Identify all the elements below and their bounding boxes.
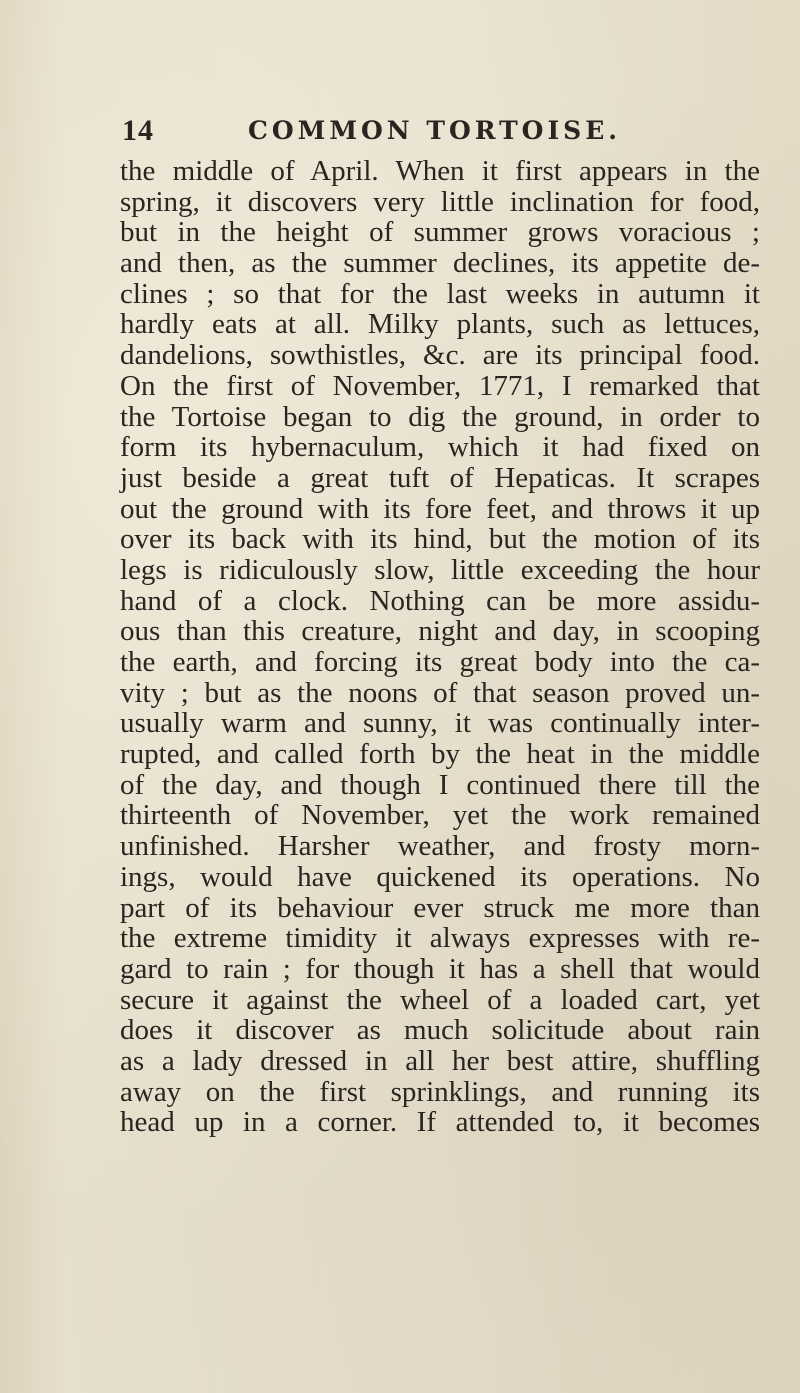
text-line: spring, it discovers very little inclination for food, — [120, 185, 760, 218]
text-line: away on the first sprinklings, and running its — [120, 1075, 760, 1108]
text-line: clines ; so that for the last weeks in autumn it — [120, 277, 760, 310]
text-line: dandelions, sowthistles, &c. are its principal food. — [120, 339, 760, 372]
text-line: form its hybernaculum, which it had fixed on — [120, 431, 760, 464]
body-text — [120, 156, 760, 1138]
text-line: of the day, and though I continued there till the — [120, 768, 760, 801]
text-line: unfinished. Harsher weather, and frosty morn- — [120, 830, 760, 863]
page-number: 14 — [122, 114, 154, 147]
text-line: the Tortoise began to dig the ground, in order to — [120, 400, 760, 433]
text-line: hardly eats at all. Milky plants, such as lettuces, — [120, 308, 760, 341]
text-line: secure it against the wheel of a loaded cart, yet — [120, 983, 760, 1016]
running-head: COMMON TORTOISE. — [248, 116, 621, 145]
text-line: ings, would have quickened its operations. No — [120, 860, 760, 893]
text-line: as a lady dressed in all her best attire, shuffling — [120, 1044, 760, 1077]
text-line: On the first of November, 1771, I remarked that — [120, 369, 760, 402]
page-header — [98, 112, 738, 152]
text-line: hand of a clock. Nothing can be more assidu- — [120, 584, 760, 617]
text-line: the earth, and forcing its great body into the ca- — [120, 646, 760, 678]
text-line: out the ground with its fore feet, and throws it up — [120, 492, 760, 525]
text-line: rupted, and called forth by the heat in the middle — [120, 738, 760, 771]
text-line: just beside a great tuft of Hepaticas. It scrapes — [120, 461, 760, 494]
text-line: gard to rain ; for though it has a shell that would — [120, 952, 760, 985]
text-line: usually warm and sunny, it was continually inter- — [120, 707, 760, 740]
text-line: the extreme timidity it always expresses with re- — [120, 922, 760, 955]
text-line: does it discover as much solicitude about rain — [120, 1014, 760, 1047]
text-line: thirteenth of November, yet the work remained — [120, 799, 760, 832]
text-line: but in the height of summer grows voracious ; — [120, 216, 760, 249]
text-line: head up in a corner. If attended to, it becomes — [120, 1106, 760, 1139]
text-line: ous than this creature, night and day, in scooping — [120, 615, 760, 648]
text-line: and then, as the summer declines, its appetite de- — [120, 247, 760, 280]
text-line: part of its behaviour ever struck me more than — [120, 891, 760, 924]
text-line: legs is ridiculously slow, little exceeding the hour — [120, 553, 760, 586]
text-line: vity ; but as the noons of that season proved un- — [120, 676, 760, 709]
text-line: over its back with its hind, but the motion of its — [120, 523, 760, 556]
text-line: the middle of April. When it first appears in the — [120, 155, 760, 187]
